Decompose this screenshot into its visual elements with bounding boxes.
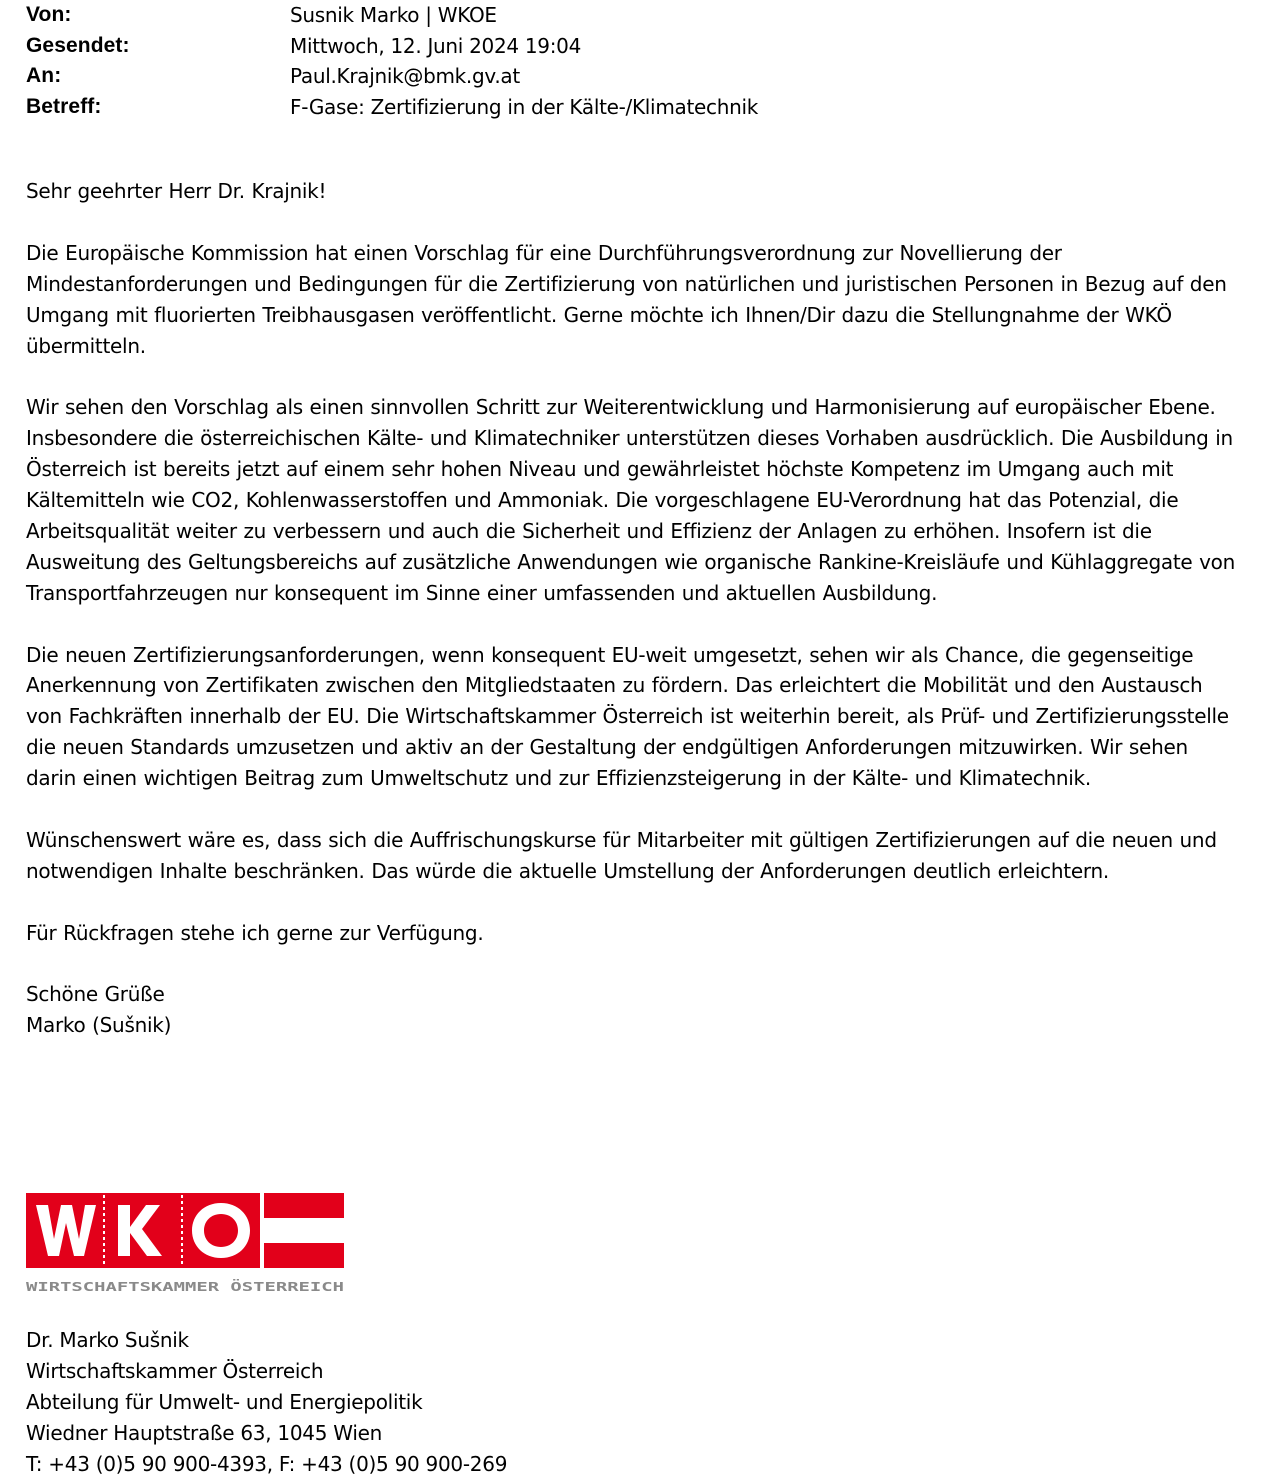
logo-flag-bottom [264, 1243, 344, 1268]
body-paragraph-5: Für Rückfragen stehe ich gerne zur Verfügung. [26, 920, 484, 945]
greeting: Sehr geehrter Herr Dr. Krajnik! [26, 179, 327, 203]
to-value[interactable]: Paul.Krajnik@bmk.gv.at [290, 64, 520, 88]
signature-department: Abteilung für Umwelt- und Energiepolitik [26, 1389, 423, 1414]
header-row-from [26, 0, 1241, 31]
email-header [26, 0, 1241, 118]
signature-organization: Wirtschaftskammer Österreich [26, 1358, 324, 1383]
body-paragraph-1: Die Europäische Kommission hat einen Vorschlag für eine Durchführungsverordnung zur Novellierung der Mindestanforderungen und Bedingungen für die Zertifizierung von natürlichen und juristischen Personen in Bezug auf den Umgang mit fluorierten Treibhausgasen veröffentlicht. Gerne möchte ich Ihnen/Dir dazu die Stellungnahme der WKÖ übermitteln. [26, 240, 1227, 358]
header-row-to [26, 61, 1241, 92]
signature-phone-fax: T: +43 (0)5 90 900-4393, F: +43 (0)5 90 900-269 [26, 1451, 508, 1476]
body-paragraph-4: Wünschenswert wäre es, dass sich die Auffrischungskurse für Mitarbeiter mit gültigen Zertifizierungen auf die neuen und notwendigen Inhalte beschränken. Das würde die aktuelle Umstellung der Anforderungen deutlich erleichtern. [26, 827, 1217, 883]
signature-name: Dr. Marko Sušnik [26, 1328, 189, 1352]
sent-label: Gesendet: [26, 33, 130, 57]
wko-logo [26, 1193, 344, 1295]
sent-value: Mittwoch, 12. Juni 2024 19:04 [290, 33, 581, 58]
logo-flag-top [264, 1193, 344, 1218]
body-paragraph-2: Wir sehen den Vorschlag als einen sinnvollen Schritt zur Weiterentwicklung und Harmonisierung auf europäischer Ebene. Insbesondere die österreichischen Kälte- und Klimatechniker unterstützen dieses Vorhaben ausdrücklich. Die Ausbildung in Österreich ist bereits jetzt auf einem sehr hohen Niveau und gewährleistet höchste Kompetenz im Umgang auch mit Kältemitteln wie CO2, Kohlenwasserstoffen und Ammoniak. Die vorgeschlagene EU-Verordnung hat das Potenzial, die Arbeitsqualität weiter zu verbessern und auch die Sicherheit und Effizienz der Anlagen zu erhöhen. Insofern ist die Ausweitung des Geltungsbereichs auf zusätzliche Anwendungen wie organische Rankine-Kreisläufe und Kühlaggregate von Transportfahrzeugen nur konsequent im Sinne einer umfassenden und aktuellen Ausbildung. [26, 395, 1236, 605]
body-paragraph-3: Die neuen Zertifizierungsanforderungen, wenn konsequent EU-weit umgesetzt, sehen wir als Chance, die gegenseitige Anerkennung von Zertifikaten zwischen den Mitgliedstaaten zu fördern. Das erleichtert die Mobilität und den Austausch von Fachkräften innerhalb der EU. Die Wirtschaftskammer Österreich ist weiterhin bereit, als Prüf- und Zertifizierungsstelle die neuen Standards umzusetzen und aktiv an der Gestaltung der endgültigen Anforderungen mitzuwirken. Wir sehen darin einen wichtigen Beitrag zum Umweltschutz und zur Effizienzsteigerung in der Kälte- und Klimatechnik. [26, 642, 1229, 791]
email-page [26, 0, 1241, 1476]
email-signature [26, 1325, 507, 1480]
subject-label: Betreff: [26, 94, 102, 118]
wko-logo-graphic [26, 1193, 344, 1295]
email-body [26, 176, 1241, 1041]
from-value: Susnik Marko | WKOE [290, 3, 497, 27]
signature-address: Wiedner Hauptstraße 63, 1045 Wien [26, 1420, 383, 1445]
logo-tagline: WIRTSCHAFTSKAMMER ÖSTERREICH [26, 1280, 229, 1294]
subject-value: F-Gase: Zertifizierung in der Kälte-/Klimatechnik [290, 94, 758, 119]
closing-greeting: Schöne Grüße [26, 982, 165, 1007]
header-row-sent [26, 31, 1241, 62]
closing-block [26, 979, 1241, 1041]
header-row-subject [26, 92, 1241, 123]
closing-name: Marko (Sušnik) [26, 1013, 172, 1038]
from-label: Von: [26, 3, 72, 26]
to-label: An: [26, 64, 62, 87]
